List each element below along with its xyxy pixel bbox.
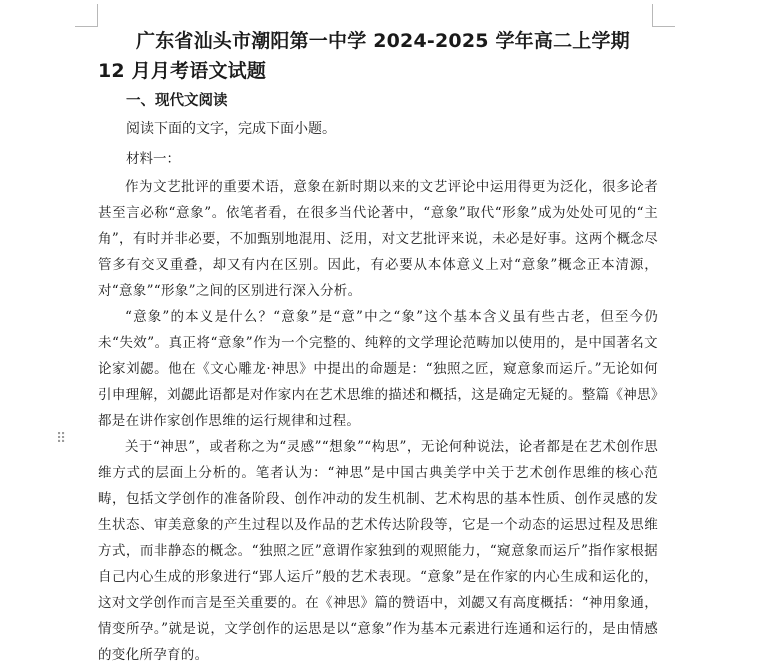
paragraph: 作为文艺批评的重要术语，意象在新时期以来的文艺评论中运用得更为泛化，很多论者甚至言必称“意象”。依笔者看，在很多当代论著中，“意象”取代“形象”成为处处可见的“主角”，有时并非必要，不加甄别地混用、泛用，对文艺批评来说，未必是好事。这两个概念尽管多有交叉重叠，却又有内在区别。因此，有必要从本体意义上对“意象”概念正本清源，对“意象”“形象”之间的区别进行深入分析。 <box>98 179 658 299</box>
margin-corner-mark-top-right <box>652 4 675 27</box>
drag-handle-icon[interactable]: ⠿ <box>56 431 67 447</box>
document-body <box>98 26 658 668</box>
document-title: 广东省汕头市潮阳第一中学 2024-2025 学年高二上学期 12 月月考语文试题 <box>98 30 630 82</box>
paragraph: “意象”的本义是什么？“意象”是“意”中之“象”这个基本含义虽有些古老，但至今仍未“失效”。真正将“意象”作为一个完整的、纯粹的文学理论范畴加以使用的，是中国著名文论家刘勰。他在《文心雕龙·神思》中提出的命题是：“独照之匠，窥意象而运斤。”无论如何引申理解，刘勰此语都是对作家内在艺术思维的描述和概括，这是确定无疑的。整篇《神思》都是在讲作家创作思维的运行规律和过程。 <box>98 309 658 429</box>
margin-corner-mark-top-left <box>75 4 98 27</box>
material-label: 材料一： <box>126 151 180 167</box>
section-heading: 一、现代文阅读 <box>126 93 228 109</box>
paragraph: 关于“神思”，或者称之为“灵感”“想象”“构思”，无论何种说法，论者都是在艺术创作思维方式的层面上分析的。笔者认为：“神思”是中国古典美学中关于艺术创作思维的核心范畴，包括文学创作的准备阶段、创作冲动的发生机制、艺术构思的基本性质、创作灵感的发生状态、审美意象的产生过程以及作品的艺术传达阶段等，它是一个动态的运思过程及思维方式，而非静态的概念。“独照之匠”意谓作家独到的观照能力，“窥意象而运斤”指作家根据自己内心生成的形象进行“郢人运斤”般的艺术表现。“意象”是在作家的内心生成和运化的，这对文学创作而言是至关重要的。在《神思》篇的赞语中，刘勰又有高度概括：“神用象通，情变所孕。”就是说，文学创作的运思是以“意象”作为基本元素进行连通和运行的，是由情感的变化所孕育的。 <box>98 439 658 663</box>
instruction-text: 阅读下面的文字，完成下面小题。 <box>126 121 336 137</box>
